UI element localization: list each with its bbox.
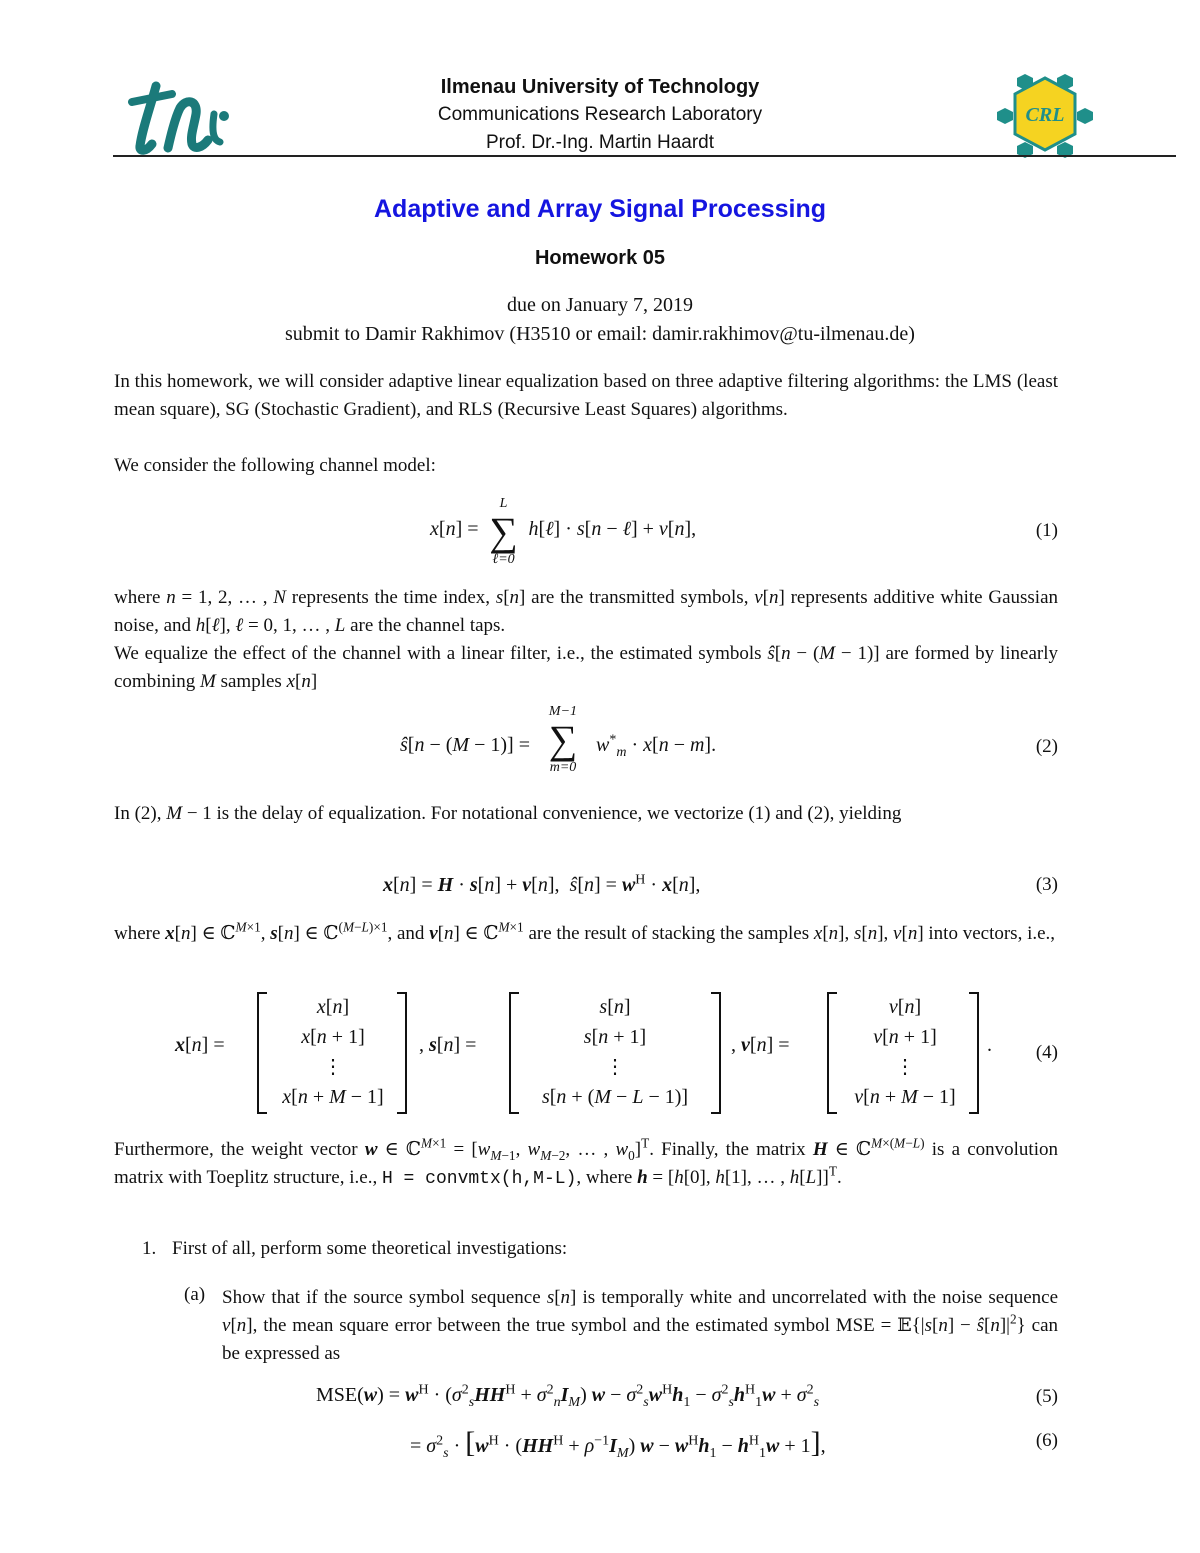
- paragraph-after-eq3: where x[n] ∈ ℂ$^{M\times 1}$, s[n] ∈ ℂ$^{(M-L)\times 1}$, and ν[n] ∈ ℂ$^{M\times 1}$ are the result of stacking the samples x[n], s[n], ν[n] into vectors, i.e.,: [114, 919, 1056, 944]
- channel-model-intro: We consider the following channel model:: [114, 455, 436, 476]
- paragraph-furthermore: Furthermore, the weight vector w ∈ ℂ$^{M\times 1}$ = [$w_{M-1}$, $w_{M-2}$, … , $w_0]^T$. Finally, the matrix H ∈ ℂ$^{M\times(M-L)}$ is a convolution matrix with Toeplitz structure, i.e., H = convmtx(h,M-L), where h = [h[0], h[1], … , h[L]]$^T$.: [114, 1135, 1058, 1189]
- equation-3: x[n] = H · s[n] + ν[n], ŝ[n] = $w^H \cdot x[n]$,: [383, 872, 701, 896]
- equation-number-6: (6): [1035, 1430, 1058, 1451]
- header-divider: [113, 155, 1176, 157]
- paragraph-after-eq2: In (2), M − 1 is the delay of equalization. For notational convenience, we vectorize (1) and (2), yielding: [114, 803, 902, 824]
- equation-5: $MSE(w) = w^H \cdot (\sigma^2_sHH^H + \sigma^2_nI_M) w - \sigma^2_sw^Hh_1 - \sigma^2_sh^H_1w + \sigma^2_s$: [316, 1382, 820, 1410]
- equation-2: ŝ[n − (M − 1)] = M−1 ∑ m=0 $w^*_m \cdot x[n - m]$.: [400, 704, 717, 775]
- course-title: Adaptive and Array Signal Processing: [374, 195, 826, 223]
- university-name: Ilmenau University of Technology: [440, 76, 760, 98]
- equation-number-5: (5): [1035, 1386, 1058, 1407]
- due-date: due on January 7, 2019: [506, 294, 694, 316]
- crl-logo: CRL: [993, 72, 1097, 160]
- equation-6: = $\sigma^2_s \cdot [w^H \cdot (HH^H + \rho^{-1}I_M) w - w^Hh_1 - h^H_1w + 1]$,: [410, 1426, 826, 1461]
- list-item-1-text: First of all, perform some theoretical investigations:: [172, 1238, 568, 1259]
- submission-info: submit to Damir Rakhimov (H3510 or email: damir.rakhimov@tu-ilmenau.de): [285, 323, 915, 345]
- list-item-1a-text: Show that if the source symbol sequence s[n] is temporally white and uncorrelated with the noise sequence v[n], the mean square error between the true symbol and the estimated symbol MSE = 𝔼{|s[n] − $ŝ[n]|^2$} can be expressed as: [222, 1287, 1059, 1364]
- homework-number: Homework 05: [534, 247, 666, 269]
- lab-name: Communications Research Laboratory: [437, 104, 763, 125]
- intro-paragraph: In this homework, we will consider adaptive linear equalization based on three adaptive filtering algorithms: the LMS (least mean square), SG (Stochastic Gradient), and RLS (Recursive Least Squares) algorithms.: [114, 371, 1058, 420]
- equation-4: x[n] = x[n] x[n + 1] ⋮ x[n + M − 1] , s[n] = s[n] s[n + 1] ⋮ s[n + (M − L − 1)] , ν[n] = ν[n] ν[n + 1] ⋮ ν[n + M − 1] .: [175, 990, 1005, 1120]
- professor-name: Prof. Dr.-Ing. Martin Haardt: [485, 132, 715, 153]
- list-item-1-number: 1.: [142, 1238, 157, 1259]
- equation-number-2: (2): [1035, 736, 1058, 757]
- equation-number-4: (4): [1035, 1042, 1058, 1063]
- paragraph-equalize: We equalize the effect of the channel with a linear filter, i.e., the estimated symbols ŝ[n − (M − 1)] are formed by linearly combining M samples x[n]: [114, 643, 1058, 692]
- equation-1: x[n] = L ∑ ℓ=0 h[ℓ] · s[n − ℓ] + ν[n],: [430, 496, 697, 567]
- list-item-1a-label: (a): [184, 1284, 206, 1305]
- equation-number-1: (1): [1035, 520, 1058, 541]
- paragraph-after-eq1: where n = 1, 2, … , N represents the time index, s[n] are the transmitted symbols, ν[n] represents additive white Gaussian noise, and h[ℓ], ℓ = 0, 1, … , L are the channel taps.: [114, 587, 1059, 636]
- equation-number-3: (3): [1035, 874, 1058, 895]
